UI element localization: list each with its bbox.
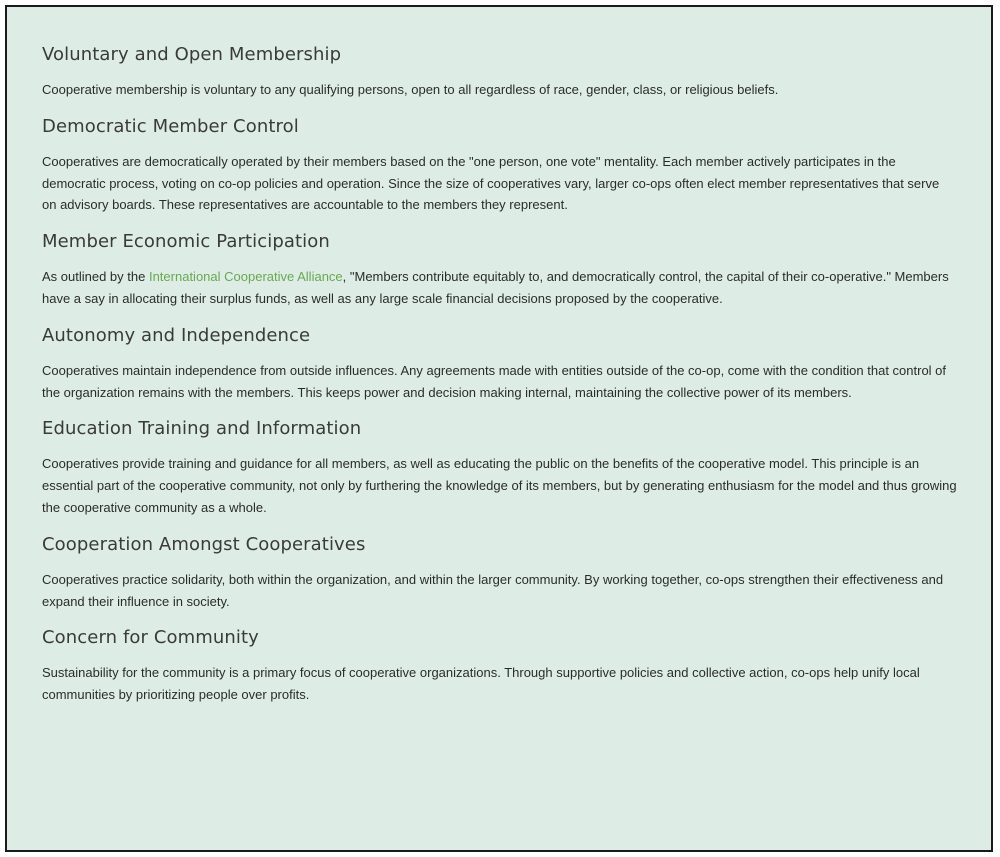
section-heading: Concern for Community bbox=[42, 627, 259, 649]
body-suffix: , "Members contribute equitably to, and democratically control, the capital of their co-operative." Members have a say in allocating their surplus funds, as well as any large scale financial decisions proposed by the cooperative. bbox=[42, 269, 949, 306]
section-heading: Member Economic Participation bbox=[42, 231, 330, 253]
section-heading: Democratic Member Control bbox=[42, 115, 299, 137]
principles-panel bbox=[5, 5, 993, 852]
section-heading: Cooperation Amongst Cooperatives bbox=[42, 533, 366, 555]
section-community bbox=[42, 624, 957, 706]
section-education bbox=[42, 415, 957, 518]
section-economic-participation bbox=[42, 228, 957, 310]
ica-link[interactable]: International Cooperative Alliance bbox=[148, 269, 343, 285]
section-autonomy bbox=[42, 322, 957, 404]
section-body: Cooperatives are democratically operated by their members based on the "one person, one vote" mentality. Each member actively participates in the democratic process, voting on co-op policies and operation. Since the size of cooperatives vary, larger co-ops often elect member representatives that serve on advisory boards. These representatives are accountable to the members they represent. bbox=[42, 153, 940, 213]
section-body: Cooperatives practice solidarity, both within the organization, and within the larger community. By working together, co-ops strengthen their effectiveness and expand their influence in society. bbox=[42, 571, 944, 609]
section-cooperation bbox=[42, 531, 957, 613]
section-body: Cooperative membership is voluntary to any qualifying persons, open to all regardless of race, gender, class, or religious beliefs. bbox=[42, 82, 779, 97]
section-body: Sustainability for the community is a primary focus of cooperative organizations. Through supportive policies and collective action, co-ops help unify local communities by prioritizing people over profits. bbox=[42, 665, 920, 703]
section-body: Cooperatives provide training and guidance for all members, as well as educating the public on the benefits of the cooperative model. This principle is an essential part of the cooperative community, not only by furthering the knowledge of its members, but by generating enthusiasm for the model and thus growing the cooperative community as a whole. bbox=[42, 456, 957, 515]
section-body: Cooperatives maintain independence from outside influences. Any agreements made with entities outside of the co-op, come with the condition that control of the organization remains with the members. This keeps power and decision making internal, maintaining the collective power of its members. bbox=[42, 362, 947, 400]
section-body bbox=[42, 266, 957, 310]
section-voluntary-membership bbox=[42, 41, 957, 101]
section-heading: Education Training and Information bbox=[42, 418, 362, 440]
section-democratic-control bbox=[42, 113, 957, 216]
section-heading: Voluntary and Open Membership bbox=[42, 44, 342, 65]
body-prefix: As outlined by the bbox=[42, 269, 149, 285]
section-heading: Autonomy and Independence bbox=[42, 324, 311, 346]
